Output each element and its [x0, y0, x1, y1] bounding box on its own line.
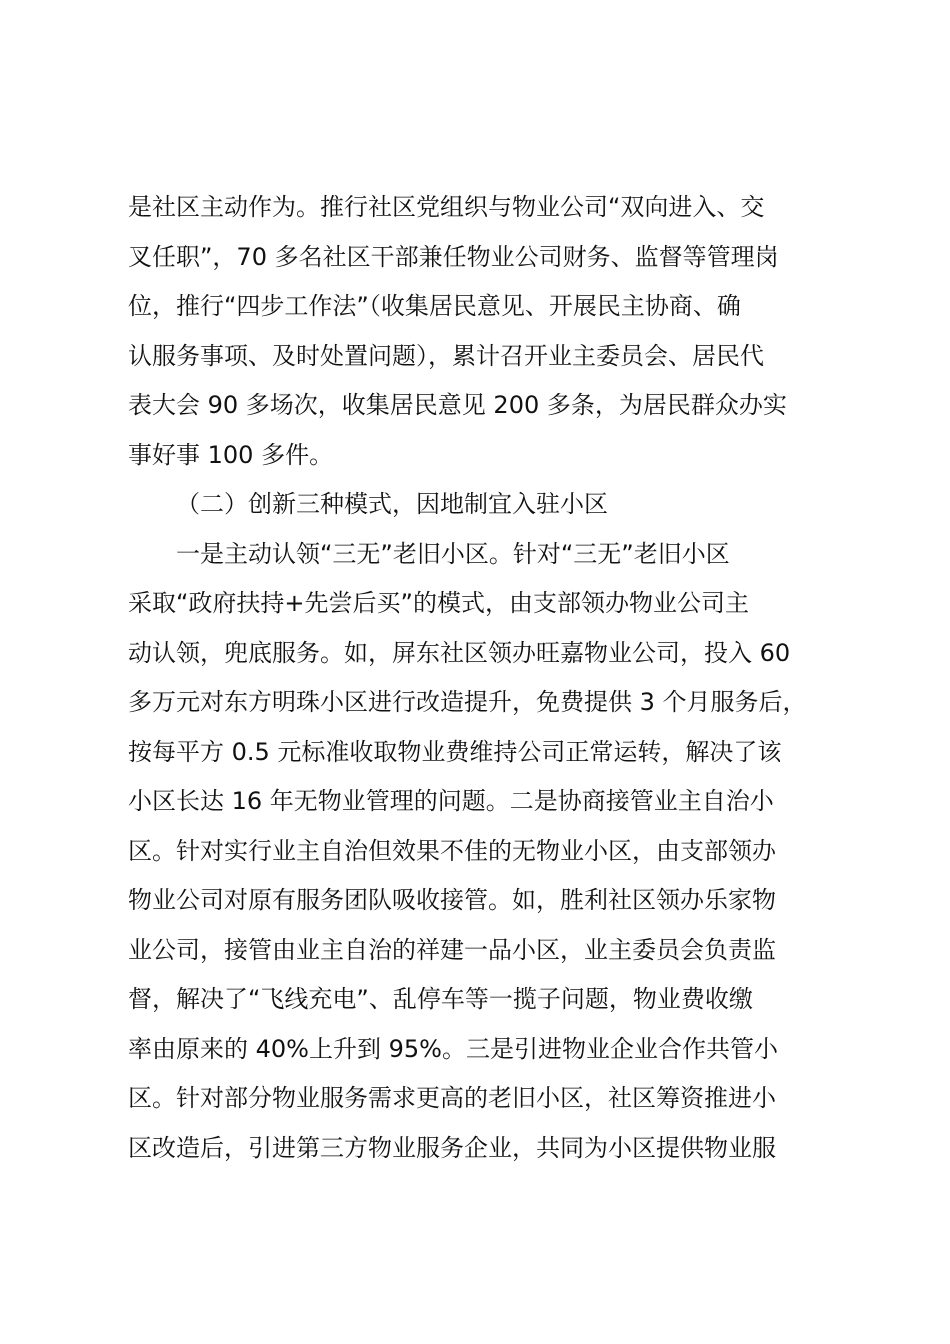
- text-line: 采取“政府扶持+先尝后买”的模式，由支部领办物业公司主: [128, 589, 749, 617]
- text-line: 按每平方 0.5 元标准收取物业费维持公司正常运转，解决了该: [128, 737, 782, 766]
- text-line: 动认领，兜底服务。如，屏东社区领办旺嘉物业公司，投入 60: [128, 638, 791, 667]
- text-line: 区。针对部分物业服务需求更高的老旧小区，社区筹资推进小: [128, 1084, 776, 1112]
- text-line: 小区长达 16 年无物业管理的问题。二是协商接管业主自治小: [128, 787, 774, 815]
- text-line: 率由原来的 40%上升到 95%。三是引进物业企业合作共管小: [128, 1034, 778, 1063]
- text-line: 物业公司对原有服务团队吸收接管。如，胜利社区领办乐家物: [128, 886, 776, 914]
- text-line: 事好事 100 多件。: [128, 440, 334, 469]
- text-line: 业公司，接管由业主自治的祥建一品小区，业主委员会负责监: [128, 935, 776, 964]
- text-line: 叉任职”，70 多名社区干部兼任物业公司财务、监督等管理岗: [128, 242, 779, 271]
- text-line: 督，解决了“飞线充电”、乱停车等一揽子问题，物业费收缴: [128, 985, 753, 1013]
- text-line: 位，推行“四步工作法”（收集居民意见、开展民主协商、确: [128, 292, 741, 320]
- section-heading: （二）创新三种模式，因地制宜入驻小区: [176, 490, 608, 518]
- text-line: 多万元对东方明珠小区进行改造提升，免费提供 3 个月服务后，: [128, 688, 807, 716]
- text-line: 区。针对实行业主自治但效果不佳的无物业小区，由支部领办: [128, 836, 776, 865]
- text-line: 表大会 90 多场次，收集居民意见 200 多条，为居民群众办实: [128, 391, 787, 419]
- text-line: 认服务事项、及时处置问题），累计召开业主委员会、居民代: [128, 341, 764, 370]
- text-line: 是社区主动作为。推行社区党组织与物业公司“双向进入、交: [128, 193, 765, 221]
- body-text: [128, 183, 848, 1173]
- text-line: 区改造后，引进第三方物业服务企业，共同为小区提供物业服: [128, 1133, 776, 1162]
- text-line: 一是主动认领“三无”老旧小区。针对“三无”老旧小区: [176, 539, 730, 568]
